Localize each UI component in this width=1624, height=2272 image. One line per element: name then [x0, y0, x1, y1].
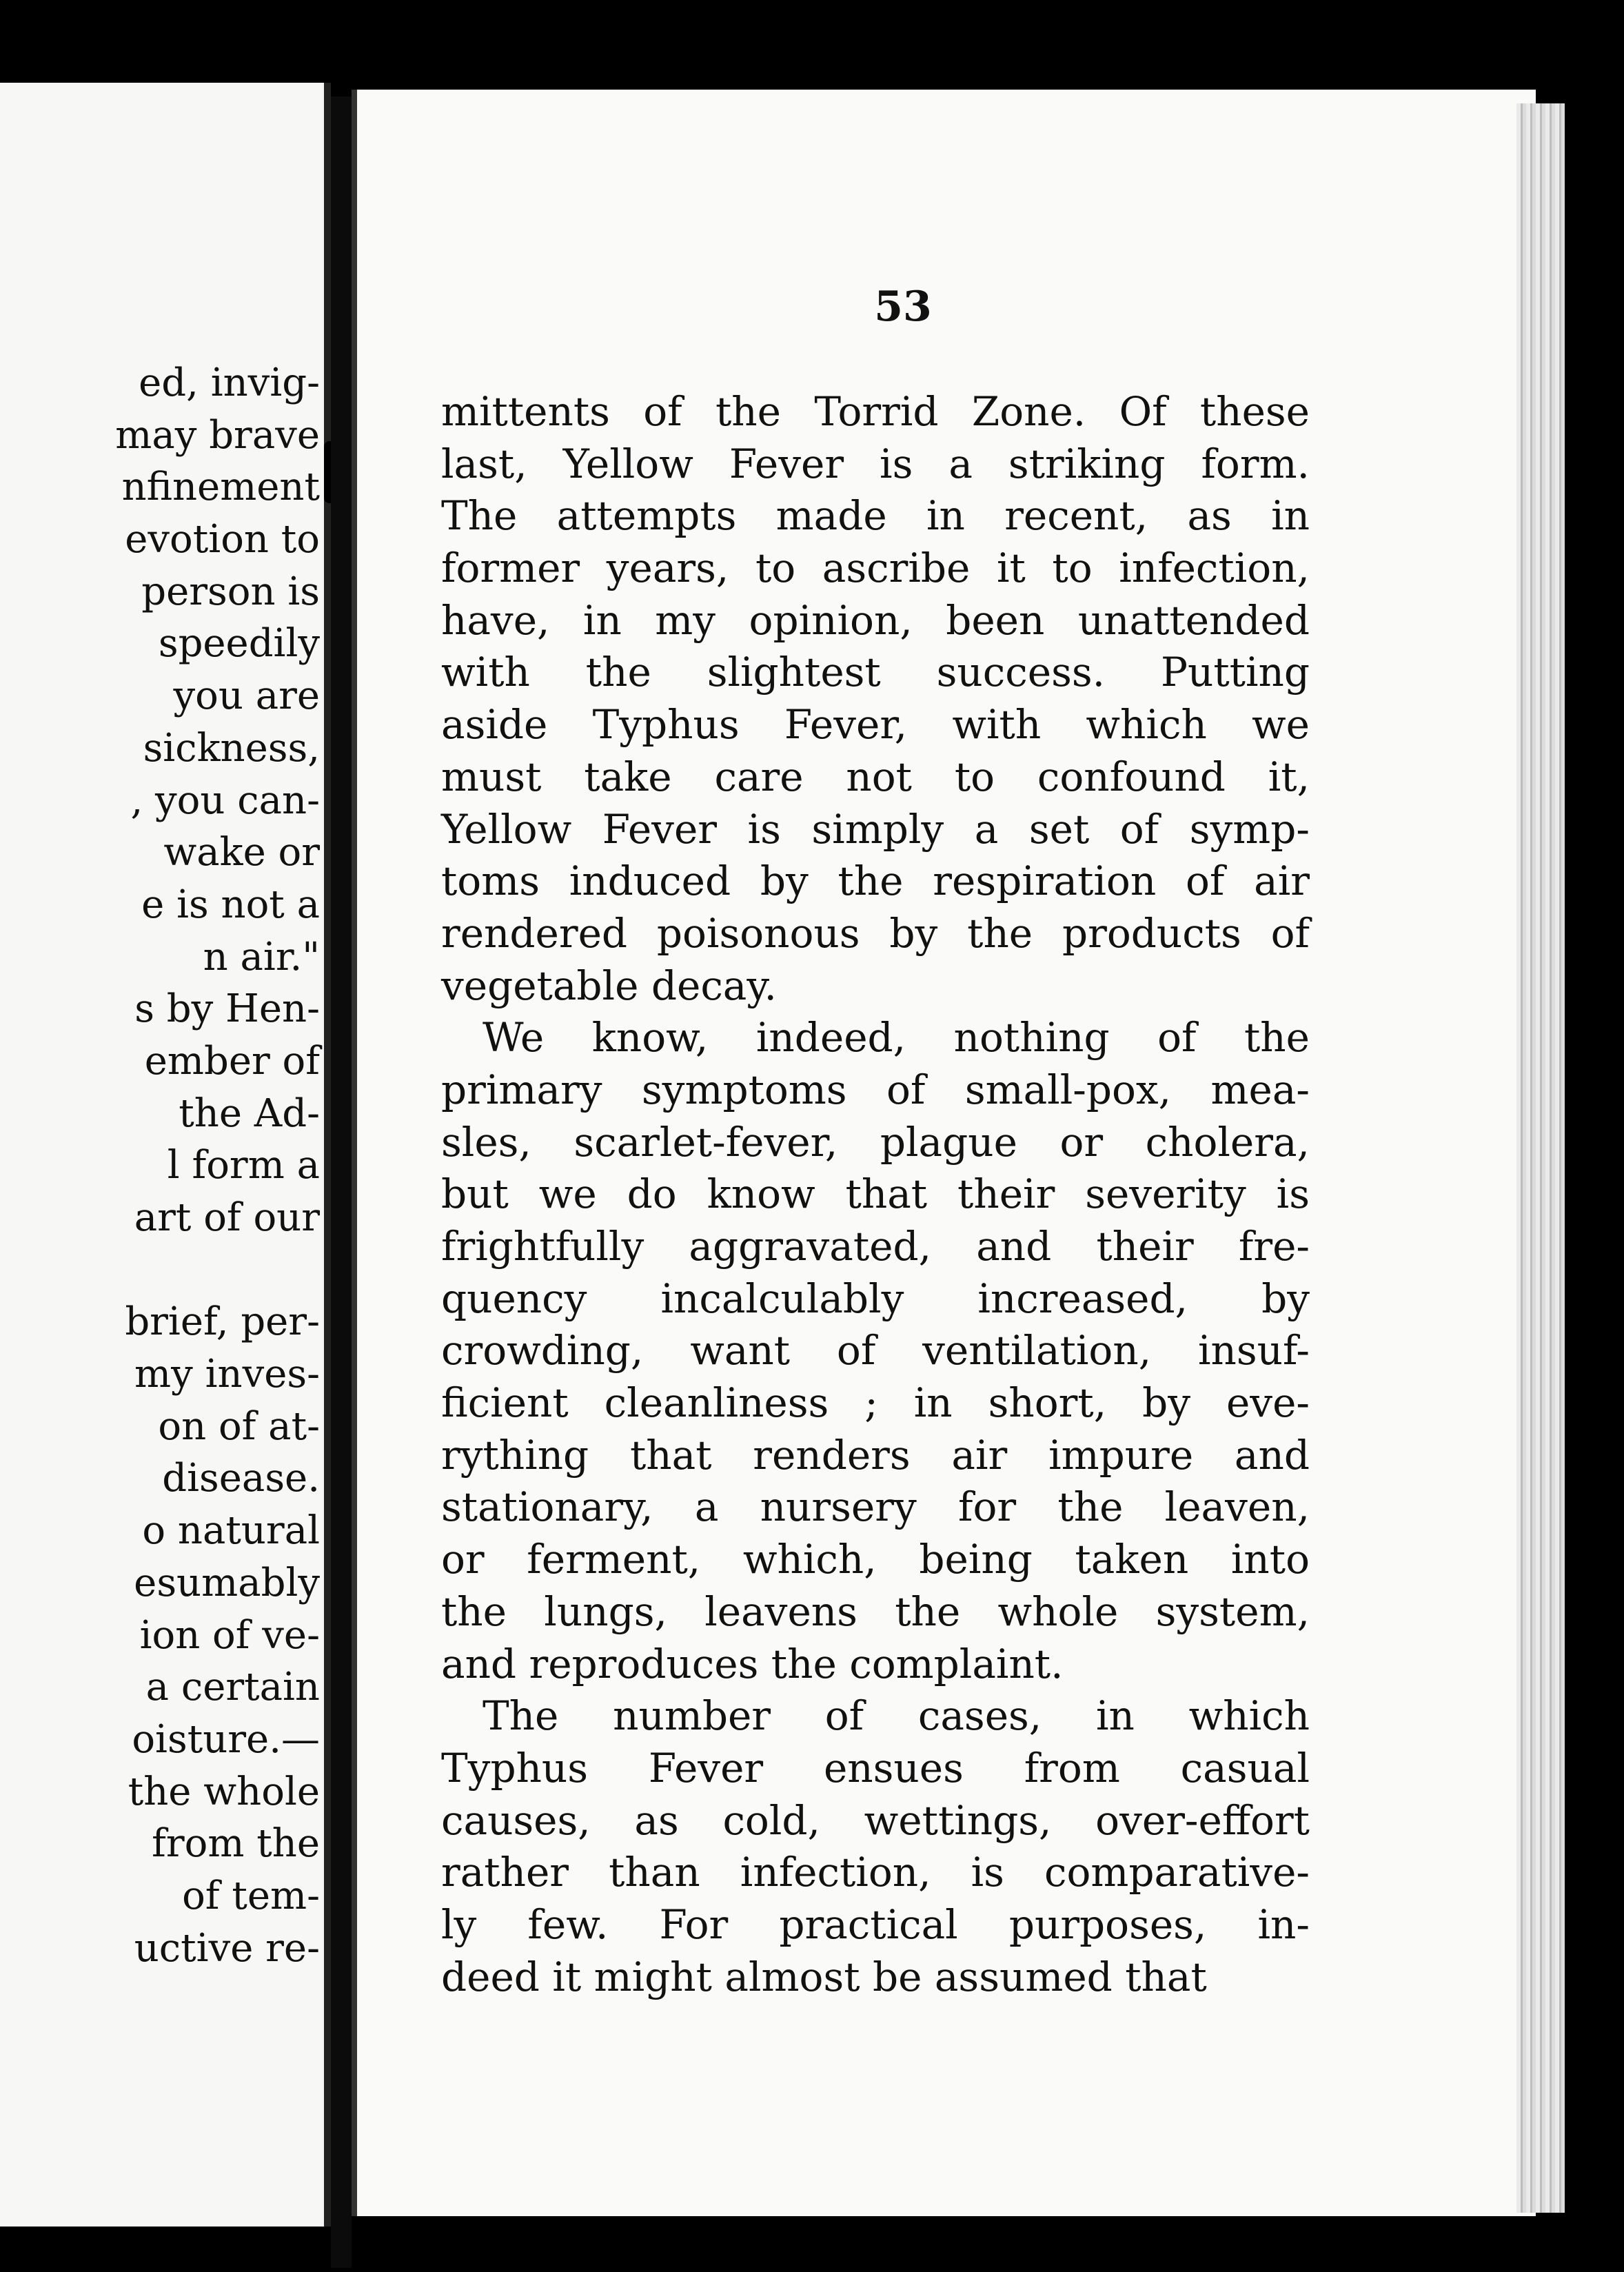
text-line: or ferment, which, being taken into [441, 1536, 1310, 1583]
left-page-line: you are [173, 673, 320, 719]
text-line: with the slightest success. Putting [441, 649, 1310, 696]
book-gutter [331, 97, 352, 2268]
text-line: primary symptoms of small-pox, mea- [441, 1066, 1310, 1113]
left-page-line: ember of [144, 1038, 320, 1084]
left-page-line: l form a [167, 1143, 320, 1188]
left-page [0, 83, 331, 2227]
left-page-line: o natural [142, 1508, 320, 1554]
left-page-line: speedily [158, 621, 320, 667]
left-page-line: from the [152, 1821, 320, 1867]
text-line: toms induced by the respiration of air [441, 858, 1310, 905]
left-page-line: s by Hen- [134, 986, 320, 1032]
left-page-text [0, 357, 320, 1974]
text-line: the lungs, leavens the whole system, [441, 1588, 1310, 1635]
left-page-line [0, 1244, 320, 1297]
text-line: rything that renders air impure and [441, 1431, 1310, 1479]
text-line: but we do know that their severity is [441, 1170, 1310, 1218]
text-line: aside Typhus Fever, with which we [441, 701, 1310, 749]
text-line: last, Yellow Fever is a striking form. [441, 440, 1310, 487]
text-line: causes, as cold, wettings, over-effort [441, 1796, 1310, 1844]
left-page-line: the Ad- [179, 1091, 320, 1136]
text-line: ficient cleanliness ; in short, by eve- [441, 1379, 1310, 1427]
left-page-line: uctive re- [134, 1925, 320, 1971]
text-line: ly few. For practical purposes, in- [441, 1900, 1310, 1948]
text-line: The number of cases, in which [483, 1692, 1310, 1740]
text-line: quency incalculably increased, by [441, 1275, 1310, 1322]
left-page-line: a certain [145, 1665, 320, 1710]
text-line: rendered poisonous by the products of [441, 909, 1310, 957]
left-page-line: disease. [162, 1456, 320, 1501]
left-page-line: my inves- [134, 1352, 320, 1397]
left-page-line: wake or [163, 830, 320, 875]
text-line: crowding, want of ventilation, insuf- [441, 1327, 1310, 1375]
text-line: The attempts made in recent, as in [441, 492, 1310, 540]
left-page-line: on of at- [158, 1403, 320, 1449]
left-page-line: ion of ve- [139, 1612, 320, 1658]
text-line: and reproduces the complaint. [441, 1640, 1064, 1687]
left-page-line: oisture.— [132, 1716, 320, 1762]
text-line: vegetable decay. [441, 962, 777, 1009]
text-line: deed it might almost be assumed that [441, 1953, 1207, 2000]
left-page-line: may brave [115, 412, 320, 458]
page-number: 53 [874, 283, 932, 331]
left-page-line: nfinement [121, 465, 320, 510]
text-line: rather than infection, is comparative- [441, 1849, 1310, 1896]
left-page-line: person is [141, 569, 320, 614]
left-page-line: sickness, [143, 725, 320, 771]
left-page-line: brief, per- [125, 1299, 320, 1345]
right-page-text [441, 386, 1310, 2003]
text-line: frightfully aggravated, and their fre- [441, 1223, 1310, 1270]
text-line: Typhus Fever ensues from casual [441, 1744, 1310, 1792]
left-page-line: art of our [134, 1195, 320, 1240]
text-line: We know, indeed, nothing of the [483, 1014, 1310, 1062]
left-page-line: evotion to [125, 517, 320, 562]
left-page-line: the whole [128, 1769, 320, 1814]
text-line: mittents of the Torrid Zone. Of these [441, 388, 1310, 435]
left-page-line: esumably [134, 1560, 320, 1605]
text-line: stationary, a nursery for the leaven, [441, 1483, 1310, 1531]
text-line: sles, scarlet-fever, plague or cholera, [441, 1118, 1310, 1166]
left-page-line: n air." [203, 934, 320, 980]
text-line: Yellow Fever is simply a set of symp- [441, 805, 1310, 853]
text-line: must take care not to confound it, [441, 753, 1310, 800]
left-page-line: e is not a [141, 882, 320, 927]
page-edges [1516, 103, 1565, 2213]
text-line: have, in my opinion, been unattended [441, 596, 1310, 644]
left-page-line: ed, invig- [139, 361, 320, 405]
left-page-line: , you can- [130, 778, 320, 823]
text-line: former years, to ascribe it to infection, [441, 545, 1310, 592]
left-page-line: of tem- [182, 1873, 320, 1918]
